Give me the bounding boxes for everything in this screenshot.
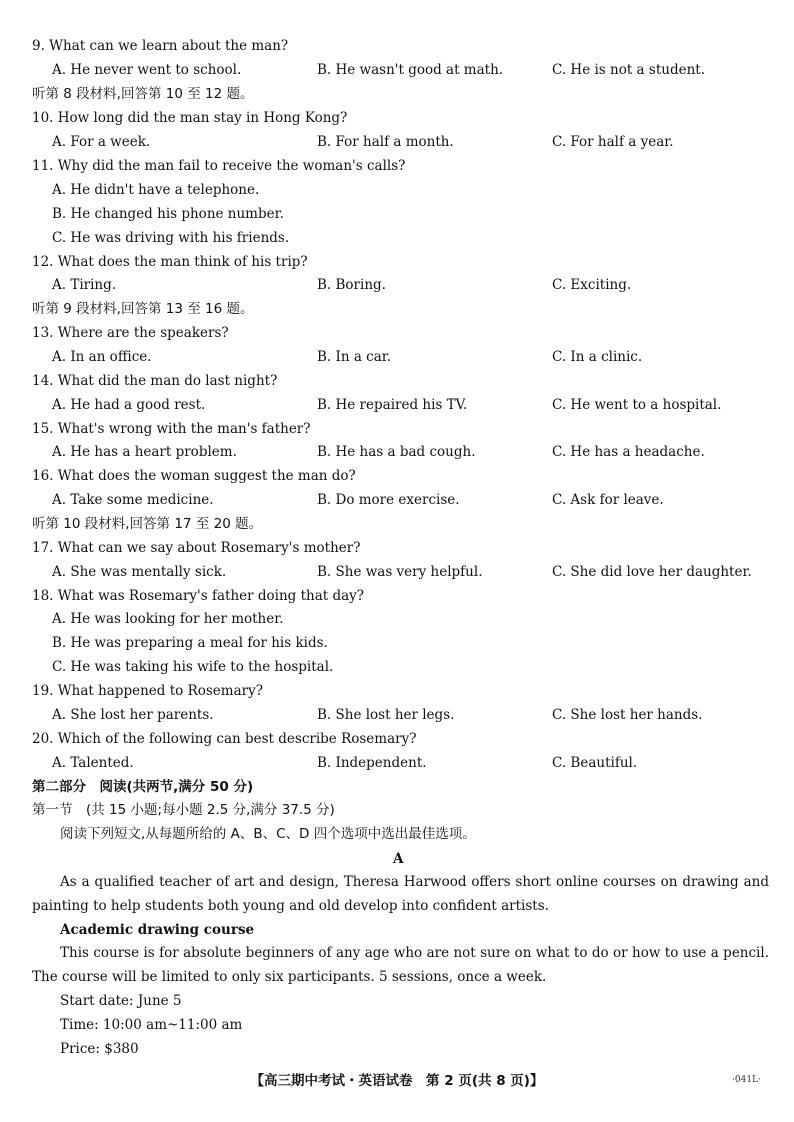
option-11b: B. He changed his phone number.: [52, 206, 284, 222]
option-13c: C. In a clinic.: [552, 349, 643, 365]
option-9c: C. He is not a student.: [552, 62, 705, 78]
question-11: 11. Why did the man fail to receive the woman's calls?: [32, 158, 406, 174]
option-12a: A. Tiring.: [52, 277, 117, 293]
option-16b: B. Do more exercise.: [317, 492, 460, 508]
option-12c: C. Exciting.: [552, 277, 632, 293]
option-9b: B. He wasn't good at math.: [317, 62, 504, 78]
passage-intro: [32, 870, 769, 918]
section-10-instruction: 听第 10 段材料,回答第 17 至 20 题。: [32, 516, 263, 532]
option-15c: C. He has a headache.: [552, 444, 705, 460]
option-17a: A. She was mentally sick.: [52, 564, 227, 580]
course-description: [32, 941, 769, 989]
page-footer: 【高三期中考试・英语试卷 第 2 页(共 8 页)】: [250, 1073, 544, 1089]
option-9a: A. He never went to school.: [52, 62, 242, 78]
question-15: 15. What's wrong with the man's father?: [32, 421, 311, 437]
option-19b: B. She lost her legs.: [317, 707, 455, 723]
question-9: 9. What can we learn about the man?: [32, 38, 289, 54]
option-17c: C. She did love her daughter.: [552, 564, 752, 580]
option-10b: B. For half a month.: [317, 134, 454, 150]
option-11a: A. He didn't have a telephone.: [52, 182, 260, 198]
question-10: 10. How long did the man stay in Hong Kong?: [32, 110, 348, 126]
option-18b: B. He was preparing a meal for his kids.: [52, 635, 328, 651]
question-16: 16. What does the woman suggest the man do?: [32, 468, 356, 484]
part-2-heading: 第二部分 阅读(共两节,满分 50 分): [32, 779, 254, 795]
option-13b: B. In a car.: [317, 349, 392, 365]
option-12b: B. Boring.: [317, 277, 386, 293]
course-description-text: This course is for absolute beginners of any age who are not sure on what to do or how to use a pencil. The course will be limited to only six participants. 5 sessions, once a week.: [32, 945, 769, 985]
course-time: Time: 10:00 am~11:00 am: [60, 1017, 243, 1033]
start-date: Start date: June 5: [60, 993, 182, 1009]
option-14a: A. He had a good rest.: [52, 397, 206, 413]
paper-code: ·041L·: [732, 1075, 761, 1085]
option-18c: C. He was taking his wife to the hospital.: [52, 659, 334, 675]
option-20c: C. Beautiful.: [552, 755, 638, 771]
option-13a: A. In an office.: [52, 349, 152, 365]
question-12: 12. What does the man think of his trip?: [32, 254, 308, 270]
passage-letter: A: [393, 851, 404, 867]
option-16a: A. Take some medicine.: [52, 492, 214, 508]
option-19a: A. She lost her parents.: [52, 707, 214, 723]
section-1-heading: 第一节 (共 15 小题;每小题 2.5 分,满分 37.5 分): [32, 802, 335, 818]
course-price: Price: $380: [60, 1041, 139, 1057]
question-13: 13. Where are the speakers?: [32, 325, 229, 341]
question-14: 14. What did the man do last night?: [32, 373, 278, 389]
option-14c: C. He went to a hospital.: [552, 397, 722, 413]
option-20b: B. Independent.: [317, 755, 427, 771]
option-15a: A. He has a heart problem.: [52, 444, 237, 460]
option-18a: A. He was looking for her mother.: [52, 611, 284, 627]
question-20: 20. Which of the following can best describe Rosemary?: [32, 731, 417, 747]
question-17: 17. What can we say about Rosemary's mother?: [32, 540, 361, 556]
passage-intro-text: As a qualified teacher of art and design, Theresa Harwood offers short online courses on drawing and painting to help students both young and old develop into confident artists.: [32, 874, 769, 914]
option-11c: C. He was driving with his friends.: [52, 230, 290, 246]
course-title: Academic drawing course: [60, 922, 255, 938]
option-16c: C. Ask for leave.: [552, 492, 664, 508]
option-20a: A. Talented.: [52, 755, 134, 771]
question-18: 18. What was Rosemary's father doing that day?: [32, 588, 365, 604]
option-17b: B. She was very helpful.: [317, 564, 483, 580]
option-19c: C. She lost her hands.: [552, 707, 703, 723]
option-14b: B. He repaired his TV.: [317, 397, 468, 413]
question-19: 19. What happened to Rosemary?: [32, 683, 263, 699]
reading-instruction: 阅读下列短文,从每题所给的 A、B、C、D 四个选项中选出最佳选项。: [60, 826, 476, 842]
section-9-instruction: 听第 9 段材料,回答第 13 至 16 题。: [32, 301, 254, 317]
option-10a: A. For a week.: [52, 134, 151, 150]
option-10c: C. For half a year.: [552, 134, 674, 150]
section-8-instruction: 听第 8 段材料,回答第 10 至 12 题。: [32, 86, 254, 102]
option-15b: B. He has a bad cough.: [317, 444, 476, 460]
